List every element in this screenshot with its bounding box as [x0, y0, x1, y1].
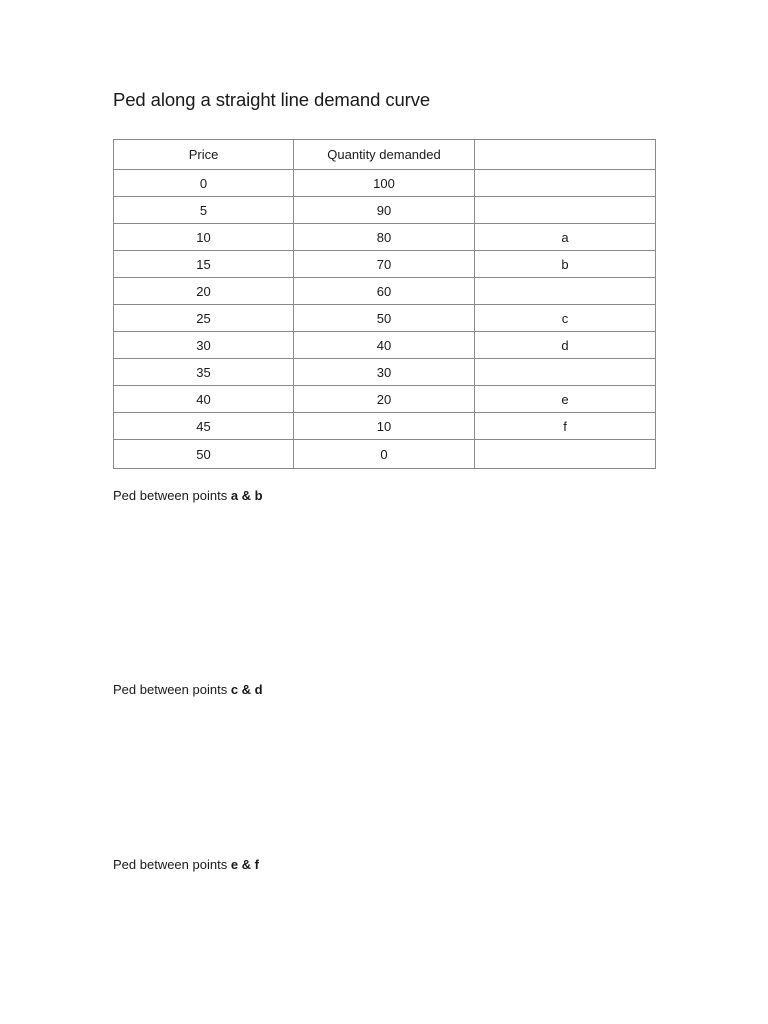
- price-cell: 30: [114, 332, 294, 359]
- quantity-cell: 50: [294, 305, 475, 332]
- point-label-cell: c: [475, 305, 656, 332]
- price-cell: 25: [114, 305, 294, 332]
- price-cell: 50: [114, 440, 294, 469]
- quantity-cell: 0: [294, 440, 475, 469]
- table-row: [114, 359, 656, 386]
- table-row: [114, 251, 656, 278]
- question-points: c & d: [230, 682, 263, 697]
- document-title: Ped along a straight line demand curve: [113, 89, 431, 110]
- question-ped-a-b: [113, 488, 263, 503]
- quantity-cell: 40: [294, 332, 475, 359]
- point-label-cell: e: [475, 386, 656, 413]
- table-row: [114, 197, 656, 224]
- table-row: [114, 440, 656, 469]
- point-label-cell: a: [475, 224, 656, 251]
- header-price: Price: [114, 140, 294, 170]
- header-point-label: [475, 140, 656, 170]
- table-row: [114, 386, 656, 413]
- table-row: [114, 278, 656, 305]
- point-label-cell: [475, 359, 656, 386]
- price-cell: 10: [114, 224, 294, 251]
- quantity-cell: 80: [294, 224, 475, 251]
- price-cell: 5: [114, 197, 294, 224]
- price-cell: 20: [114, 278, 294, 305]
- point-label-cell: [475, 170, 656, 197]
- table-row: [114, 332, 656, 359]
- quantity-cell: 60: [294, 278, 475, 305]
- point-label-cell: b: [475, 251, 656, 278]
- point-label-cell: [475, 278, 656, 305]
- quantity-cell: 20: [294, 386, 475, 413]
- point-label-cell: [475, 440, 656, 469]
- point-label-cell: f: [475, 413, 656, 440]
- table-row: [114, 170, 656, 197]
- table-row: [114, 224, 656, 251]
- point-label-cell: [475, 197, 656, 224]
- question-ped-c-d: [113, 682, 263, 697]
- question-ped-e-f: [113, 857, 259, 872]
- point-label-cell: d: [475, 332, 656, 359]
- quantity-cell: 90: [294, 197, 475, 224]
- price-cell: 0: [114, 170, 294, 197]
- demand-schedule-table: [113, 139, 656, 469]
- quantity-cell: 70: [294, 251, 475, 278]
- quantity-cell: 10: [294, 413, 475, 440]
- table-row: [114, 413, 656, 440]
- price-cell: 40: [114, 386, 294, 413]
- price-cell: 15: [114, 251, 294, 278]
- question-prefix: Ped between points: [113, 488, 231, 503]
- price-cell: 45: [114, 413, 294, 440]
- question-points: a & b: [230, 488, 263, 503]
- table-header-row: [114, 140, 656, 170]
- header-quantity-demanded: Quantity demanded: [294, 140, 475, 170]
- table-row: [114, 305, 656, 332]
- quantity-cell: 30: [294, 359, 475, 386]
- price-cell: 35: [114, 359, 294, 386]
- question-points: e & f: [230, 857, 259, 872]
- question-prefix: Ped between points: [113, 857, 231, 872]
- quantity-cell: 100: [294, 170, 475, 197]
- question-prefix: Ped between points: [113, 682, 231, 697]
